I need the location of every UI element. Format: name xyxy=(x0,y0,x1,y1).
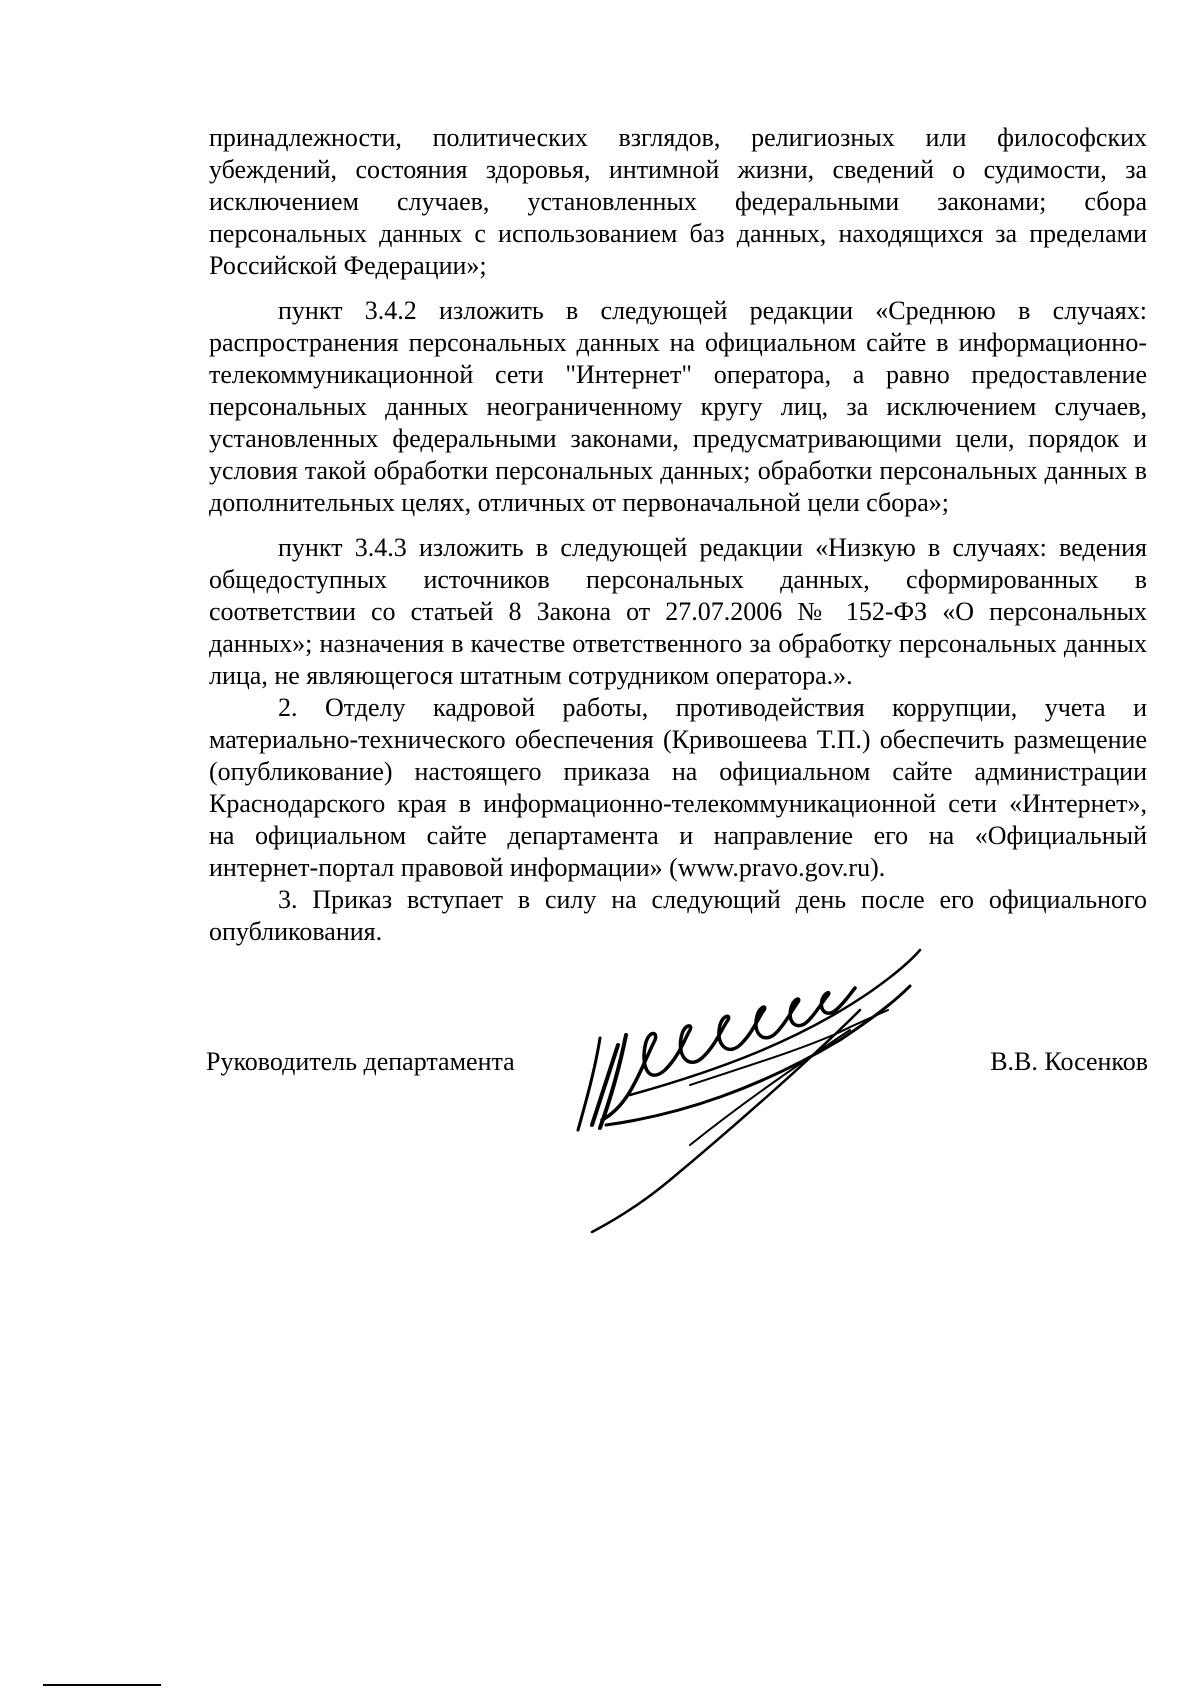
paragraph-clause-3: 3. Приказ вступает в силу на следующий день после его официального опубликования. xyxy=(209,885,1147,946)
paragraph-clause-2: 2. Отделу кадровой работы, противодействия коррупции, учета и материально-технического обеспечения (Кривошеева Т.П.) обеспечить размещение (опубликование) настоящего приказа на официальном сайте администрации Краснодарского края в информационно-телекоммуникационной сети «Интернет», на официальном сайте департамента и направление его на «Официальный интернет-портал правовой информации» (www.pravo.gov.ru). xyxy=(209,693,1147,882)
signatory-name: В.В. Косенков xyxy=(990,1047,1148,1076)
paragraph-item-3-4-2: пункт 3.4.2 изложить в следующей редакции «Среднюю в случаях: распространения персональных данных на официальном сайте в информационно-телекоммуникационной сети "Интернет" оператора, а равно предоставление персональных данных неограниченному кругу лиц, за исключением случаев, установленных федеральными законами, предусматривающими цели, порядок и условия такой обработки персональных данных; обработки персональных данных в дополнительных целях, отличных от первоначальной цели сбора»; xyxy=(209,296,1147,517)
paragraph-item-3-4-3: пункт 3.4.3 изложить в следующей редакции «Низкую в случаях: ведения общедоступных источников персональных данных, сформированных в соответствии со статьей 8 Закона от 27.07.2006 № 152-ФЗ «О персональных данных»; назначения в качестве ответственного за обработку персональных данных лица, не являющегося штатным сотрудником оператора.». xyxy=(209,533,1147,690)
handwritten-signature xyxy=(570,920,960,1240)
signatory-position: Руководитель департамента xyxy=(206,1047,515,1076)
document-body xyxy=(209,122,1147,948)
footnote-separator xyxy=(43,1684,161,1686)
paragraph-continuation: принадлежности, политических взглядов, религиозных или философских убеждений, состояния здоровья, интимной жизни, сведений о судимости, за исключением случаев, установленных федеральными законами; сбора персональных данных с использованием баз данных, находящихся за пределами Российской Федерации»; xyxy=(209,123,1147,280)
